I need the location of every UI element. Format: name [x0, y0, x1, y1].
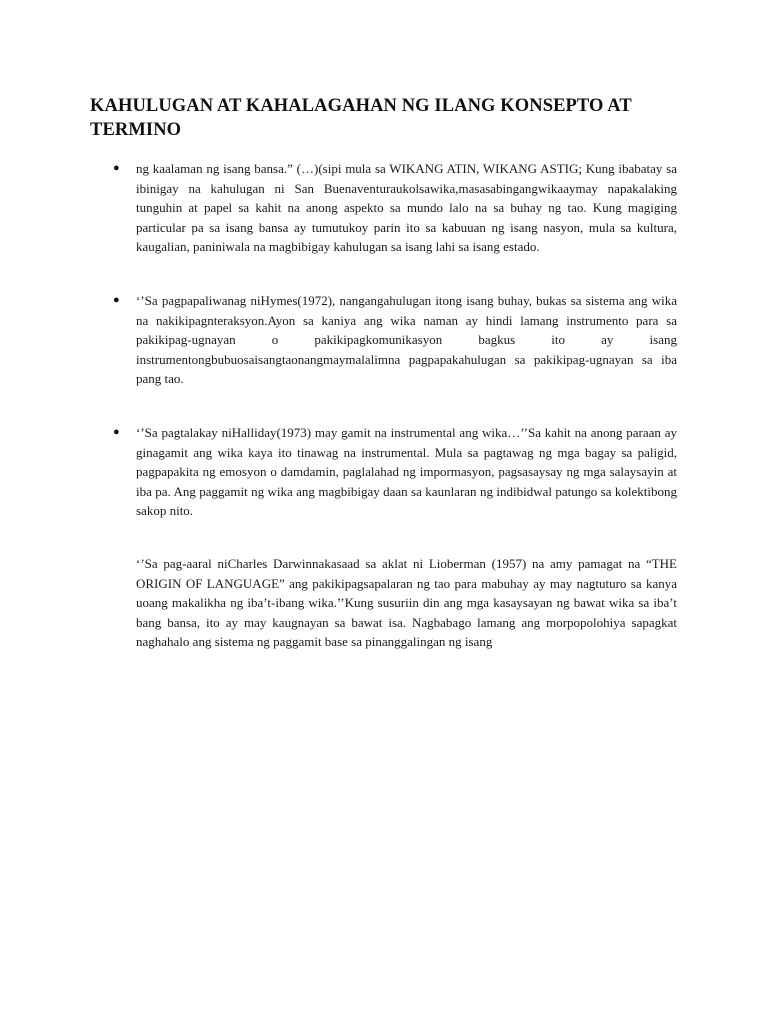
paragraph-2: ‘’Sa pagpapaliwanag niHymes(1972), nangangahulugan itong isang buhay, bukas sa sistema ang wika na nakikipagnteraksyon.Ayon sa kaniya ang wika naman ay hindi lamang instrumento para sa pakikipag-ugnayan o pakikipagkomunikasyon bagkus ito ay isang instrumentongbubuosaisangtaonangmaymalalimna pagpapakahulugan sa pakikipag-ugnayan sa iba pang tao. [136, 293, 677, 387]
paragraph-4: ‘’Sa pag-aaral niCharles Darwinnakasaad sa aklat ni Lioberman (1957) na amy pamagat na “THE ORIGIN OF LANGUAGE” ang pakikipagsapalaran ng tao para mabuhay ay may nagtuturo sa kanya uoang makalikha ng iba’t-ibang wika.’’Kung susuriin din ang mga kasaysayan ng bawat wika sa iba’t bang bansa, ito ay may kaugnayan sa bawat isa. Nagbabago lamang ang morpopolohiya sapagkat naghahalo ang sistema ng paggamit base sa pinanggalingan ng isang [136, 556, 677, 650]
bullet-marker: ● [113, 162, 120, 174]
document-title: KAHULUGAN AT KAHALAGAHAN NG ILANG KONSEPTO AT TERMINO [90, 96, 632, 140]
bullet-marker: ● [113, 426, 120, 438]
paragraph-3: ‘’Sa pagtalakay niHalliday(1973) may gamit na instrumental ang wika…’’Sa kahit na anong paraan ay ginagamit ang wika kaya ito tinawag na instrumental. Mula sa pagtawag ng mga bagay sa paligid, pagpapakita ng emosyon o damdamin, paglalahad ng impormasyon, pagsasaysay ng mga salaysayin at iba pa. Ang paggamit ng wika ang magbibigay daan sa kaunlaran ng indibidwal patungo sa kolektibong sakop nito. [136, 425, 677, 519]
paragraph-1: ng kaalaman ng isang bansa.” (…)(sipi mula sa WIKANG ATIN, WIKANG ASTIG; Kung ibabatay sa ibinigay na kahulugan ni San Buenaventuraukolsawika,masasabingangwikaaymay napakalaking tunguhin at papel sa kahit na anong aspekto sa mundo lalo na sa buhay ng tao. Kung magiging particular pa sa isang bansa ay tumutukoy parin ito sa kabuuan ng isang nasyon, mula sa kultura, kaugalian, paniniwala na magbibigay kahulugan sa isang lahi sa isang estado. [136, 161, 677, 255]
bullet-marker: ● [113, 294, 120, 306]
